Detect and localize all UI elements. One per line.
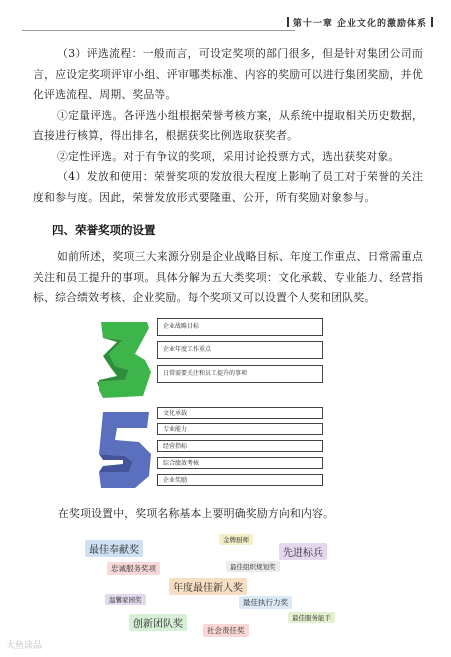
- paragraph-evaluation-process: （3）评选流程：一般而言，可设定奖项的部门很多，但是针对集团公司而言，应设定奖项评审小组、评审哪类标准、内容的奖励可以进行集团奖励，并优化评选流程、周期、奖品等。: [33, 47, 423, 101]
- tag-award: 最佳奉献奖: [85, 540, 143, 557]
- paragraph-qualitative: ②定性评选。对于有争议的奖项，采用讨论投票方式，选出获奖对象。: [57, 149, 400, 163]
- tag-award: 年度最佳新人奖: [169, 578, 247, 595]
- source-box-strategy: 企业战略目标: [157, 318, 323, 336]
- section-title: 四、荣誉奖项的设置: [52, 223, 156, 237]
- source-box-annual-focus: 企业年度工作重点: [157, 341, 323, 359]
- body-text-upper: [33, 44, 423, 208]
- digit-three-shape: [97, 322, 151, 398]
- category-box-performance: 综合绩效考核: [157, 457, 323, 469]
- source-box-daily-focus: 日常需要关注和员工提升的事项: [157, 365, 323, 383]
- watermark: 大鱼读品: [6, 641, 43, 651]
- award-name-cloud: [75, 530, 385, 648]
- page-header: [0, 0, 451, 32]
- chapter-bar-right: [431, 17, 433, 27]
- paragraph-award-sources: 如前所述，奖项三大来源分别是企业战略目标、年度工作重点、日常需重点关注和员工提升的事项。具体分解为五大类奖项：文化承载、专业能力、经营指标、综合绩效考核、企业奖励。每个奖项又可以设置个人奖和团队奖。: [33, 250, 423, 304]
- paragraph-quantitative: ①定量评选。各评选小组根据荣誉考核方案，从系统中提取相关历史数据，直接进行核算，得出排名，根据获奖比例选取获奖者。: [33, 108, 423, 142]
- tag-award: 社会责任奖: [203, 624, 249, 637]
- category-box-culture: 文化承载: [157, 407, 323, 419]
- digit-five-shape: [99, 412, 151, 488]
- category-box-business: 经营指标: [157, 440, 323, 452]
- tag-award: 最佳组织规划奖: [226, 561, 280, 572]
- chapter-bar-left: [287, 17, 289, 27]
- body-text-lower: [33, 247, 423, 309]
- tag-award: 金牌厨师: [219, 534, 253, 545]
- tag-award: 创新团队奖: [129, 614, 187, 631]
- award-structure-diagram: [95, 316, 335, 496]
- chapter-title: 第十一章 企业文化的激励体系: [283, 16, 437, 29]
- category-box-corporate: 企业奖励: [157, 474, 323, 486]
- paragraph-distribution: （4）发放和使用：荣誉奖项的发放很大程度上影响了员工对于荣誉的关注度和参与度。因此，荣誉发放形式要隆重、公开，所有奖励对象参与。: [33, 170, 423, 204]
- tag-award: 忠诚服务奖项: [107, 562, 160, 575]
- digit-three-graphic: [95, 320, 155, 400]
- tag-award: 温馨家园奖: [105, 594, 146, 605]
- category-box-professional: 专业能力: [157, 423, 323, 435]
- caption-text: 在奖项设置中，奖项名称基本上要明确奖励方向和内容。: [58, 507, 335, 520]
- digit-five-graphic: [95, 410, 155, 490]
- tag-award: 最佳服务能手: [288, 612, 335, 623]
- tag-award: 先进标兵: [279, 543, 327, 560]
- tag-award: 最佳执行力奖: [239, 596, 292, 609]
- header-rule: [22, 30, 295, 31]
